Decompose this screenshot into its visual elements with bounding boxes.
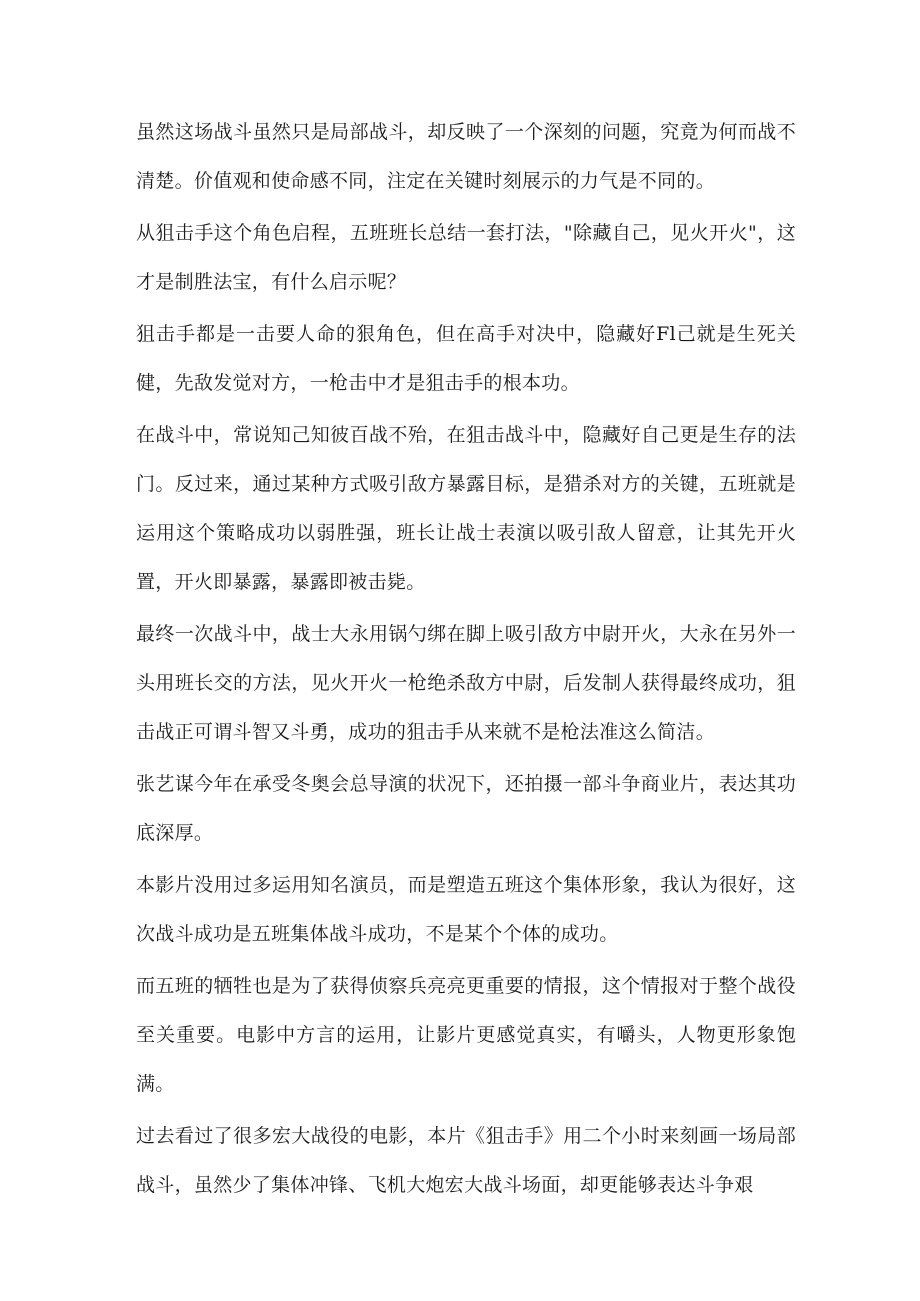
paragraph-8: 而五班的牺牲也是为了获得侦察兵亮亮更重要的情报，这个情报对于整个战役至关重要。电影中方言的运用，让影片更感觉真实，有嚼头，人物更形象饱满。 <box>136 975 796 1095</box>
paragraph-6: 张艺谋今年在承受冬奥会总导演的状况下，还拍摄一部斗争商业片，表达其功底深厚。 <box>136 773 796 844</box>
paragraph-4: 在战斗中，常说知己知彼百战不殆，在狙击战斗中，隐藏好自己更是生存的法门。反过来，通过某种方式吸引敌方暴露目标，是猎杀对方的关键，五班就是运用这个策略成功以弱胜强，班长让战士表演以吸引敌人留意，让其先开火置，开火即暴露，暴露即被击毙。 <box>136 424 796 593</box>
paragraph-1: 虽然这场战斗虽然只是局部战斗，却反映了一个深刻的问题，究竟为何而战不清楚。价值观和使命感不同，注定在关键时刻展示的力气是不同的。 <box>136 121 796 192</box>
paragraph-2: 从狙击手这个角色启程，五班班长总结一套打法，"除藏自己，见火开火"，这才是制胜法宝，有什么启示呢？ <box>136 222 796 293</box>
paragraph-5: 最终一次战斗中，战士大永用锅勺绑在脚上吸引敌方中尉开火，大永在另外一头用班长交的方法，见火开火一枪绝杀敌方中尉，后发制人获得最终成功，狙击战正可谓斗智又斗勇，成功的狙击手从来就不是枪法准这么简洁。 <box>136 623 796 743</box>
paragraph-9: 过去看过了很多宏大战役的电影，本片《狙击手》用二个小时来刻画一场局部战斗，虽然少了集体冲锋、飞机大炮宏大战斗场面，却更能够表达斗争艰 <box>136 1125 796 1196</box>
paragraph-3: 狙击手都是一击要人命的狠角色，但在高手对决中，隐藏好Fl己就是生死关健，先敌发觉对方，一枪击中才是狙击手的根本功。 <box>136 323 796 394</box>
paragraph-7: 本影片没用过多运用知名演员，而是塑造五班这个集体形象，我认为很好，这次战斗成功是五班集体战斗成功，不是某个个体的成功。 <box>136 874 796 945</box>
document-body <box>136 108 796 1213</box>
